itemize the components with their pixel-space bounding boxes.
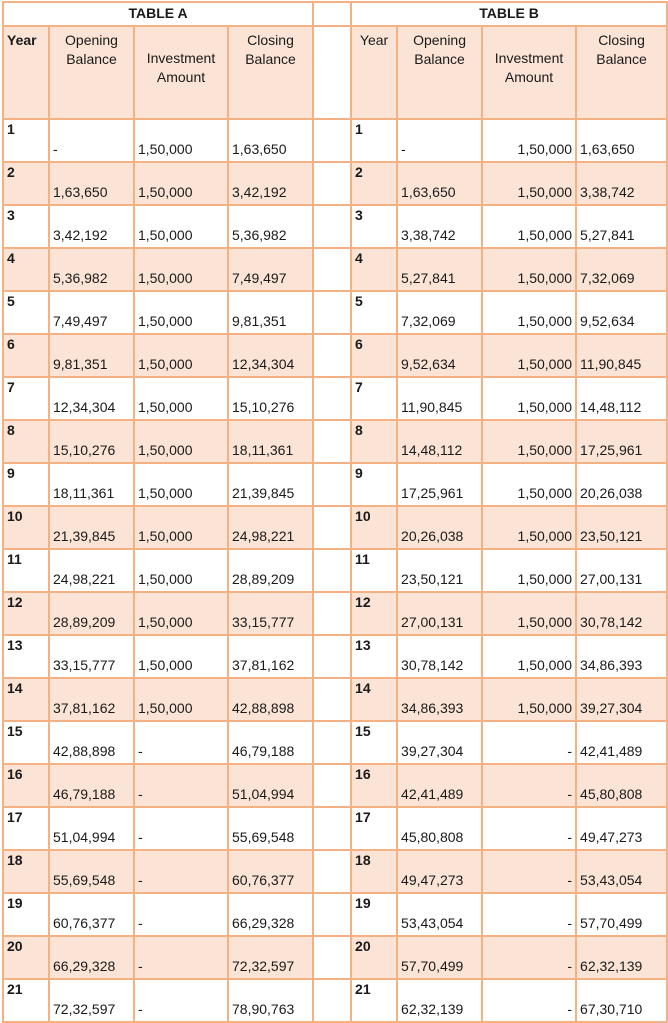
table-a-opening-cell: 42,88,898 xyxy=(49,721,134,764)
table-a-year-cell: 17 xyxy=(3,807,49,850)
table-a-year-cell: 12 xyxy=(3,592,49,635)
table-b-closing-cell: 57,70,499 xyxy=(576,893,667,936)
table-a-investment-cell: - xyxy=(134,807,228,850)
table-gap xyxy=(313,592,351,635)
table-b-year-cell: 15 xyxy=(351,721,397,764)
table-b-investment-cell: - xyxy=(482,721,576,764)
table-gap xyxy=(313,678,351,721)
table-row xyxy=(3,549,667,592)
table-a-investment-cell: 1,50,000 xyxy=(134,506,228,549)
table-b-opening-cell: 3,38,742 xyxy=(397,205,482,248)
table-a-opening-cell: 7,49,497 xyxy=(49,291,134,334)
table-gap xyxy=(313,291,351,334)
table-a-investment-cell: 1,50,000 xyxy=(134,592,228,635)
table-a-closing-cell: 46,79,188 xyxy=(228,721,313,764)
table-a-closing-cell: 66,29,328 xyxy=(228,893,313,936)
table-gap xyxy=(313,248,351,291)
table-a-year-cell: 15 xyxy=(3,721,49,764)
header-row xyxy=(3,26,667,119)
table-row xyxy=(3,807,667,850)
table-a-closing-cell: 28,89,209 xyxy=(228,549,313,592)
table-a-investment-cell: - xyxy=(134,979,228,1022)
table-a-opening-cell: 60,76,377 xyxy=(49,893,134,936)
table-b-year-cell: 5 xyxy=(351,291,397,334)
table-a-opening-cell: 46,79,188 xyxy=(49,764,134,807)
table-b-closing-cell: 1,63,650 xyxy=(576,119,667,162)
table-row xyxy=(3,635,667,678)
table-b-investment-cell: 1,50,000 xyxy=(482,377,576,420)
table-row xyxy=(3,377,667,420)
table-b-closing-cell: 3,38,742 xyxy=(576,162,667,205)
table-b-opening-header: Opening Balance xyxy=(397,26,482,119)
table-a-closing-cell: 24,98,221 xyxy=(228,506,313,549)
table-gap xyxy=(313,850,351,893)
table-gap xyxy=(313,205,351,248)
table-row xyxy=(3,463,667,506)
table-a-opening-cell: 55,69,548 xyxy=(49,850,134,893)
table-a-year-cell: 21 xyxy=(3,979,49,1022)
table-b-investment-header: Investment Amount xyxy=(482,26,576,119)
table-a-investment-cell: - xyxy=(134,721,228,764)
table-b-year-header: Year xyxy=(351,26,397,119)
table-a-investment-cell: 1,50,000 xyxy=(134,248,228,291)
table-b-investment-cell: - xyxy=(482,979,576,1022)
table-a-closing-cell: 78,90,763 xyxy=(228,979,313,1022)
table-a-year-cell: 10 xyxy=(3,506,49,549)
table-b-opening-cell: 27,00,131 xyxy=(397,592,482,635)
table-b-opening-cell: 11,90,845 xyxy=(397,377,482,420)
table-b-investment-cell: - xyxy=(482,850,576,893)
table-b-year-cell: 19 xyxy=(351,893,397,936)
table-row xyxy=(3,334,667,377)
table-row xyxy=(3,850,667,893)
table-b-investment-cell: - xyxy=(482,893,576,936)
table-b-year-cell: 10 xyxy=(351,506,397,549)
table-b-investment-cell: - xyxy=(482,764,576,807)
table-row xyxy=(3,420,667,463)
table-a-year-cell: 16 xyxy=(3,764,49,807)
table-b-opening-cell: 7,32,069 xyxy=(397,291,482,334)
table-a-investment-cell: 1,50,000 xyxy=(134,463,228,506)
table-gap xyxy=(313,377,351,420)
table-a-investment-cell: 1,50,000 xyxy=(134,635,228,678)
table-b-year-cell: 2 xyxy=(351,162,397,205)
table-gap xyxy=(313,635,351,678)
table-b-closing-cell: 62,32,139 xyxy=(576,936,667,979)
table-b-opening-cell: 45,80,808 xyxy=(397,807,482,850)
table-gap xyxy=(313,162,351,205)
table-b-year-cell: 3 xyxy=(351,205,397,248)
table-b-year-cell: 4 xyxy=(351,248,397,291)
table-gap xyxy=(313,893,351,936)
table-a-opening-cell: 21,39,845 xyxy=(49,506,134,549)
table-b-closing-cell: 14,48,112 xyxy=(576,377,667,420)
table-b-opening-cell: 62,32,139 xyxy=(397,979,482,1022)
table-b-closing-cell: 34,86,393 xyxy=(576,635,667,678)
table-a-opening-cell: 1,63,650 xyxy=(49,162,134,205)
table-a-year-cell: 19 xyxy=(3,893,49,936)
table-b-investment-cell: 1,50,000 xyxy=(482,635,576,678)
table-b-closing-cell: 11,90,845 xyxy=(576,334,667,377)
table-a-year-cell: 18 xyxy=(3,850,49,893)
table-b-opening-cell: 34,86,393 xyxy=(397,678,482,721)
table-a-investment-cell: 1,50,000 xyxy=(134,162,228,205)
table-row xyxy=(3,162,667,205)
table-b-closing-cell: 5,27,841 xyxy=(576,205,667,248)
table-a-investment-cell: 1,50,000 xyxy=(134,377,228,420)
table-b-closing-cell: 67,30,710 xyxy=(576,979,667,1022)
table-a-year-cell: 4 xyxy=(3,248,49,291)
table-row xyxy=(3,678,667,721)
table-gap xyxy=(313,420,351,463)
table-b-year-cell: 17 xyxy=(351,807,397,850)
table-b-year-cell: 1 xyxy=(351,119,397,162)
table-b-year-cell: 16 xyxy=(351,764,397,807)
table-a-closing-cell: 60,76,377 xyxy=(228,850,313,893)
table-a-closing-cell: 55,69,548 xyxy=(228,807,313,850)
table-a-investment-cell: 1,50,000 xyxy=(134,291,228,334)
table-row xyxy=(3,764,667,807)
table-a-investment-cell: 1,50,000 xyxy=(134,420,228,463)
table-a-year-cell: 20 xyxy=(3,936,49,979)
table-a-opening-cell: 51,04,994 xyxy=(49,807,134,850)
table-b-investment-cell: 1,50,000 xyxy=(482,592,576,635)
table-b-closing-cell: 17,25,961 xyxy=(576,420,667,463)
table-a-investment-cell: - xyxy=(134,893,228,936)
table-b-title: TABLE B xyxy=(351,2,667,26)
table-b-year-cell: 12 xyxy=(351,592,397,635)
table-a-opening-cell: 5,36,982 xyxy=(49,248,134,291)
table-b-closing-cell: 27,00,131 xyxy=(576,549,667,592)
table-a-closing-cell: 21,39,845 xyxy=(228,463,313,506)
table-b-year-cell: 11 xyxy=(351,549,397,592)
table-a-investment-cell: - xyxy=(134,764,228,807)
table-b-opening-cell: 30,78,142 xyxy=(397,635,482,678)
table-b-opening-cell: 42,41,489 xyxy=(397,764,482,807)
table-b-opening-cell: - xyxy=(397,119,482,162)
table-b-opening-cell: 49,47,273 xyxy=(397,850,482,893)
table-row xyxy=(3,205,667,248)
table-a-closing-cell: 12,34,304 xyxy=(228,334,313,377)
table-a-title: TABLE A xyxy=(3,2,313,26)
table-gap xyxy=(313,2,351,26)
table-a-year-cell: 5 xyxy=(3,291,49,334)
table-a-opening-cell: 24,98,221 xyxy=(49,549,134,592)
table-a-year-cell: 2 xyxy=(3,162,49,205)
table-b-opening-cell: 14,48,112 xyxy=(397,420,482,463)
table-row xyxy=(3,119,667,162)
table-body xyxy=(3,2,667,1022)
table-b-closing-cell: 23,50,121 xyxy=(576,506,667,549)
table-a-closing-cell: 15,10,276 xyxy=(228,377,313,420)
table-b-closing-cell: 49,47,273 xyxy=(576,807,667,850)
table-a-opening-cell: 12,34,304 xyxy=(49,377,134,420)
table-b-investment-cell: 1,50,000 xyxy=(482,162,576,205)
table-row xyxy=(3,291,667,334)
table-a-opening-cell: 18,11,361 xyxy=(49,463,134,506)
table-row xyxy=(3,721,667,764)
table-b-closing-cell: 20,26,038 xyxy=(576,463,667,506)
table-a-opening-cell: 15,10,276 xyxy=(49,420,134,463)
table-b-opening-cell: 17,25,961 xyxy=(397,463,482,506)
table-a-investment-cell: 1,50,000 xyxy=(134,119,228,162)
table-b-year-cell: 13 xyxy=(351,635,397,678)
table-b-closing-cell: 30,78,142 xyxy=(576,592,667,635)
table-a-closing-cell: 5,36,982 xyxy=(228,205,313,248)
table-gap xyxy=(313,334,351,377)
table-b-year-cell: 9 xyxy=(351,463,397,506)
table-a-year-cell: 9 xyxy=(3,463,49,506)
table-gap xyxy=(313,119,351,162)
table-b-closing-cell: 9,52,634 xyxy=(576,291,667,334)
table-row xyxy=(3,248,667,291)
table-a-closing-cell: 7,49,497 xyxy=(228,248,313,291)
table-b-investment-cell: 1,50,000 xyxy=(482,678,576,721)
table-a-opening-header: Opening Balance xyxy=(49,26,134,119)
table-a-closing-cell: 33,15,777 xyxy=(228,592,313,635)
table-b-investment-cell: 1,50,000 xyxy=(482,549,576,592)
table-b-investment-cell: 1,50,000 xyxy=(482,506,576,549)
table-b-investment-cell: 1,50,000 xyxy=(482,119,576,162)
table-row xyxy=(3,592,667,635)
table-b-closing-cell: 42,41,489 xyxy=(576,721,667,764)
table-b-opening-cell: 9,52,634 xyxy=(397,334,482,377)
table-a-investment-cell: - xyxy=(134,850,228,893)
table-a-year-cell: 14 xyxy=(3,678,49,721)
comparison-tables xyxy=(2,1,668,1023)
table-b-closing-cell: 53,43,054 xyxy=(576,850,667,893)
table-b-investment-cell: 1,50,000 xyxy=(482,248,576,291)
table-a-investment-cell: 1,50,000 xyxy=(134,205,228,248)
table-gap xyxy=(313,764,351,807)
table-a-investment-header: Investment Amount xyxy=(134,26,228,119)
table-a-opening-cell: 9,81,351 xyxy=(49,334,134,377)
table-gap xyxy=(313,721,351,764)
table-gap xyxy=(313,506,351,549)
table-a-opening-cell: - xyxy=(49,119,134,162)
table-a-closing-cell: 9,81,351 xyxy=(228,291,313,334)
table-a-year-cell: 11 xyxy=(3,549,49,592)
table-b-opening-cell: 1,63,650 xyxy=(397,162,482,205)
table-b-investment-cell: 1,50,000 xyxy=(482,463,576,506)
table-a-investment-cell: 1,50,000 xyxy=(134,334,228,377)
table-a-opening-cell: 66,29,328 xyxy=(49,936,134,979)
table-b-year-cell: 21 xyxy=(351,979,397,1022)
table-a-closing-cell: 18,11,361 xyxy=(228,420,313,463)
table-gap xyxy=(313,936,351,979)
table-gap xyxy=(313,26,351,119)
table-b-year-cell: 20 xyxy=(351,936,397,979)
table-row xyxy=(3,893,667,936)
table-a-opening-cell: 72,32,597 xyxy=(49,979,134,1022)
table-a-investment-cell: 1,50,000 xyxy=(134,549,228,592)
table-row xyxy=(3,506,667,549)
table-a-opening-cell: 3,42,192 xyxy=(49,205,134,248)
table-b-closing-cell: 39,27,304 xyxy=(576,678,667,721)
table-b-opening-cell: 39,27,304 xyxy=(397,721,482,764)
table-b-investment-cell: - xyxy=(482,807,576,850)
table-b-year-cell: 7 xyxy=(351,377,397,420)
title-row xyxy=(3,2,667,26)
table-a-opening-cell: 28,89,209 xyxy=(49,592,134,635)
table-a-investment-cell: - xyxy=(134,936,228,979)
table-b-closing-cell: 7,32,069 xyxy=(576,248,667,291)
table-a-year-header: Year xyxy=(3,26,49,119)
table-b-investment-cell: - xyxy=(482,936,576,979)
table-a-year-cell: 1 xyxy=(3,119,49,162)
table-b-opening-cell: 5,27,841 xyxy=(397,248,482,291)
table-a-closing-cell: 3,42,192 xyxy=(228,162,313,205)
table-row xyxy=(3,936,667,979)
table-a-year-cell: 8 xyxy=(3,420,49,463)
table-b-investment-cell: 1,50,000 xyxy=(482,291,576,334)
table-b-year-cell: 18 xyxy=(351,850,397,893)
table-b-investment-cell: 1,50,000 xyxy=(482,334,576,377)
table-a-opening-cell: 33,15,777 xyxy=(49,635,134,678)
table-a-closing-cell: 72,32,597 xyxy=(228,936,313,979)
table-b-investment-cell: 1,50,000 xyxy=(482,420,576,463)
table-a-closing-cell: 37,81,162 xyxy=(228,635,313,678)
table-a-investment-cell: 1,50,000 xyxy=(134,678,228,721)
table-b-year-cell: 6 xyxy=(351,334,397,377)
table-b-opening-cell: 20,26,038 xyxy=(397,506,482,549)
table-a-year-cell: 6 xyxy=(3,334,49,377)
table-b-year-cell: 14 xyxy=(351,678,397,721)
table-a-year-cell: 13 xyxy=(3,635,49,678)
table-a-opening-cell: 37,81,162 xyxy=(49,678,134,721)
table-a-closing-cell: 1,63,650 xyxy=(228,119,313,162)
table-b-year-cell: 8 xyxy=(351,420,397,463)
table-b-investment-cell: 1,50,000 xyxy=(482,205,576,248)
table-a-closing-cell: 51,04,994 xyxy=(228,764,313,807)
table-gap xyxy=(313,979,351,1022)
table-a-year-cell: 7 xyxy=(3,377,49,420)
table-b-opening-cell: 53,43,054 xyxy=(397,893,482,936)
table-b-closing-cell: 45,80,808 xyxy=(576,764,667,807)
table-gap xyxy=(313,807,351,850)
table-b-closing-header: Closing Balance xyxy=(576,26,667,119)
table-b-opening-cell: 57,70,499 xyxy=(397,936,482,979)
table-b-opening-cell: 23,50,121 xyxy=(397,549,482,592)
table-a-closing-header: Closing Balance xyxy=(228,26,313,119)
table-gap xyxy=(313,463,351,506)
table-a-closing-cell: 42,88,898 xyxy=(228,678,313,721)
table-row xyxy=(3,979,667,1022)
table-gap xyxy=(313,549,351,592)
table-a-year-cell: 3 xyxy=(3,205,49,248)
